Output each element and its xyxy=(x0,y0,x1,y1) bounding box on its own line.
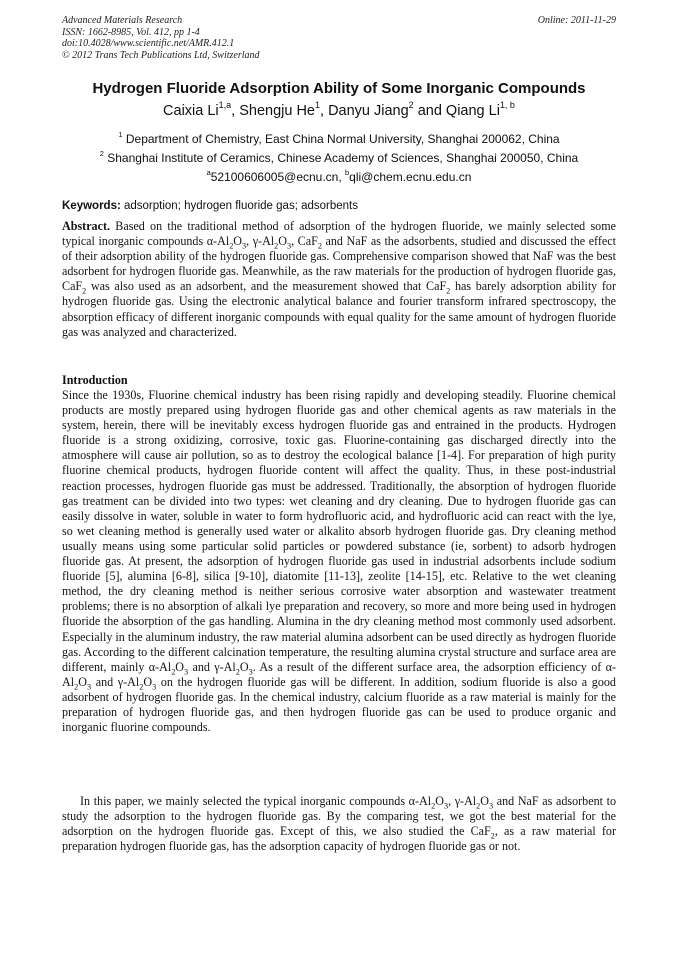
author-name: Danyu Jiang xyxy=(328,103,409,119)
author xyxy=(445,99,515,119)
abstract-paragraph xyxy=(62,219,616,340)
introduction-body xyxy=(62,388,616,735)
author-name: Shengju He xyxy=(239,103,315,119)
author-separator: , xyxy=(320,103,329,119)
affiliation-text: Department of Chemistry, East China Normal University, Shanghai 200062, China xyxy=(122,132,560,146)
author-name: Qiang Li xyxy=(445,103,500,119)
email-line xyxy=(0,167,678,185)
author-list xyxy=(0,99,678,120)
journal-header xyxy=(62,15,616,61)
author-name: Caixia Li xyxy=(163,103,219,119)
journal-name: Advanced Materials Research xyxy=(62,15,183,26)
author-separator: , xyxy=(231,103,240,119)
abstract-label: Abstract. xyxy=(62,219,111,233)
author-sup: 1 xyxy=(315,99,320,110)
affiliation-2 xyxy=(0,148,678,166)
keywords-text: adsorption; hydrogen fluoride gas; adsorbents xyxy=(120,200,358,212)
author xyxy=(163,99,240,119)
author-separator: and xyxy=(413,103,446,119)
affiliation-sup: 1 xyxy=(118,129,123,139)
email-b[interactable]: qli@chem.ecnu.edu.cn xyxy=(349,170,472,184)
author xyxy=(239,99,329,119)
email-sup-b: b xyxy=(345,167,350,177)
author-sup: 2 xyxy=(408,99,414,110)
section-heading-introduction: Introduction xyxy=(62,373,128,387)
affiliation-text: Shanghai Institute of Ceramics, Chinese Academy of Sciences, Shanghai 200050, China xyxy=(103,151,579,165)
email-a[interactable]: 52100606005@ecnu.cn xyxy=(210,170,339,184)
keywords-label: Keywords: xyxy=(62,200,121,212)
doi-line: doi:10.4028/www.scientific.net/AMR.412.1 xyxy=(62,38,235,49)
issn-line: ISSN: 1662-8985, Vol. 412, pp 1-4 xyxy=(62,26,200,38)
abstract xyxy=(62,219,616,340)
author-sup: 1,a xyxy=(218,99,232,110)
intro-paragraph-1: Since the 1930s, Fluorine chemical industry has been rising rapidly and developing steadily. Fluorine chemical products are mostly prepared using hydrogen fluoride gas and other chemical agents as raw materials in the system, herein, there will be inevitably excess hydrogen fluoride gas and entrained in the products. Hydrogen fluoride is a strong oxidizing, corrosive, toxic gas. Fluorine-containing gas discharged directly into the atmosphere will cause air pollution, so as to destroy the ecological balance [1-4]. For preparation of high purity fluorine chemical products, hydrogen fluoride content will affect the quality. Thus, in these post-industrial reaction processes, hydrogen fluoride gas must be addressed. Traditionally, the absorption of hydrogen fluoride gas treatment can be divided into two types: wet cleaning and dry cleaning. Due to hydrogen fluoride gas can easily dissolve in water, soluble in water to form hydrofluoric acid, and hydrofluoric acid can react with the lye, so wet cleaning method is generally used water or alkalito absorb hydrogen fluoride gas. Dry cleaning method usually means using some particular solid particles or powdered substance (ie, sorbent) to adsorb hydrogen fluoride gas. At present, the adsorption of hydrogen fluoride gas used in industrial adsorbents include sodium fluoride [5], alumina [6-8], silica [9-10], diatomite [11-13], zeolite [14-15], etc. Relative to the wet cleaning method, the dry cleaning method is neither serious corrosive water absorption and wastewater treatment problems; there is no absorption of alkali lye preparation and recovery, so more and more being used in hydrogen fluoride the absorption of the gas handling. Alumina in the dry cleaning method most commonly used adsorbent. Especially in the aluminum industry, the raw material alumina adsorbent can be used directly as hydrogen fluoride gas. According to the different calcination temperature, the resulting alumina crystal structure and surface area are different, mainly $\alpha-Al_2O_3$ and $\gamma-Al_2O_3$. As a result of the different surface area, the adsorption efficiency of $\alpha-Al_2O_3$ and $\gamma-Al_2O_3$ on the hydrogen fluoride gas will be different. In addition, sodium fluoride is also a good adsorbent of hydrogen fluoride gas. In the chemical industry, calcium fluoride as a raw material is mainly for the preparation of hydrogen fluoride gas, and then hydrogen fluoride gas can be used to produce organic and inorganic fluorine compounds. xyxy=(62,388,616,735)
author-sup: 1, b xyxy=(499,99,515,110)
online-date: Online: 2011-11-29 xyxy=(537,15,616,26)
email-sup-a: a xyxy=(206,167,211,177)
intro-paragraph-2: In this paper, we mainly selected the typical inorganic compounds $\alpha-Al_2O_3$, $\gamma-Al_2O_3$ and NaF as adsorbent to study the adsorption to the hydrogen fluoride gas. By the comparing test, we got the best material for the adsorption on the hydrogen fluoride gas. Except of this, we also studied the CaF$_2$, as a raw material for preparation hydrogen fluoride gas, has the adsorption capacity of hydrogen fluoride gas or not. xyxy=(62,794,616,854)
author xyxy=(328,99,446,119)
abstract-text: Based on the traditional method of adsorption of the hydrogen fluoride, we mainly selected some typical inorganic compounds $\alpha-Al_2O_3$, $\gamma-Al_2O_3$, CaF$_2$ and NaF as the adsorbents, studied and discussed the effect of their adsorption ability of the hydrogen fluoride gas. Comprehensive comparison showed that NaF was the best adsorbent for hydrogen fluoride gas. Meanwhile, as the raw materials for the production of hydrogen fluoride gas, CaF$_2$ was also used as an adsorbent, and the measurement showed that CaF$_2$ has barely adsorption ability for hydrogen fluoride gas. Using the electronic analytical balance and fourier transform infrared spectroscopy, the absorption efficacy of different inorganic compounds with equal quality for the same amount of hydrogen fluoride gas was analyzed and characterized. xyxy=(62,219,616,339)
paper-title: Hydrogen Fluoride Adsorption Ability of Some Inorganic Compounds xyxy=(92,80,586,97)
affiliation-1 xyxy=(0,129,678,147)
email-separator: , xyxy=(338,170,346,184)
affiliation-sup: 2 xyxy=(99,148,104,158)
copyright-line: © 2012 Trans Tech Publications Ltd, Switzerland xyxy=(62,49,260,61)
keywords xyxy=(62,199,616,213)
